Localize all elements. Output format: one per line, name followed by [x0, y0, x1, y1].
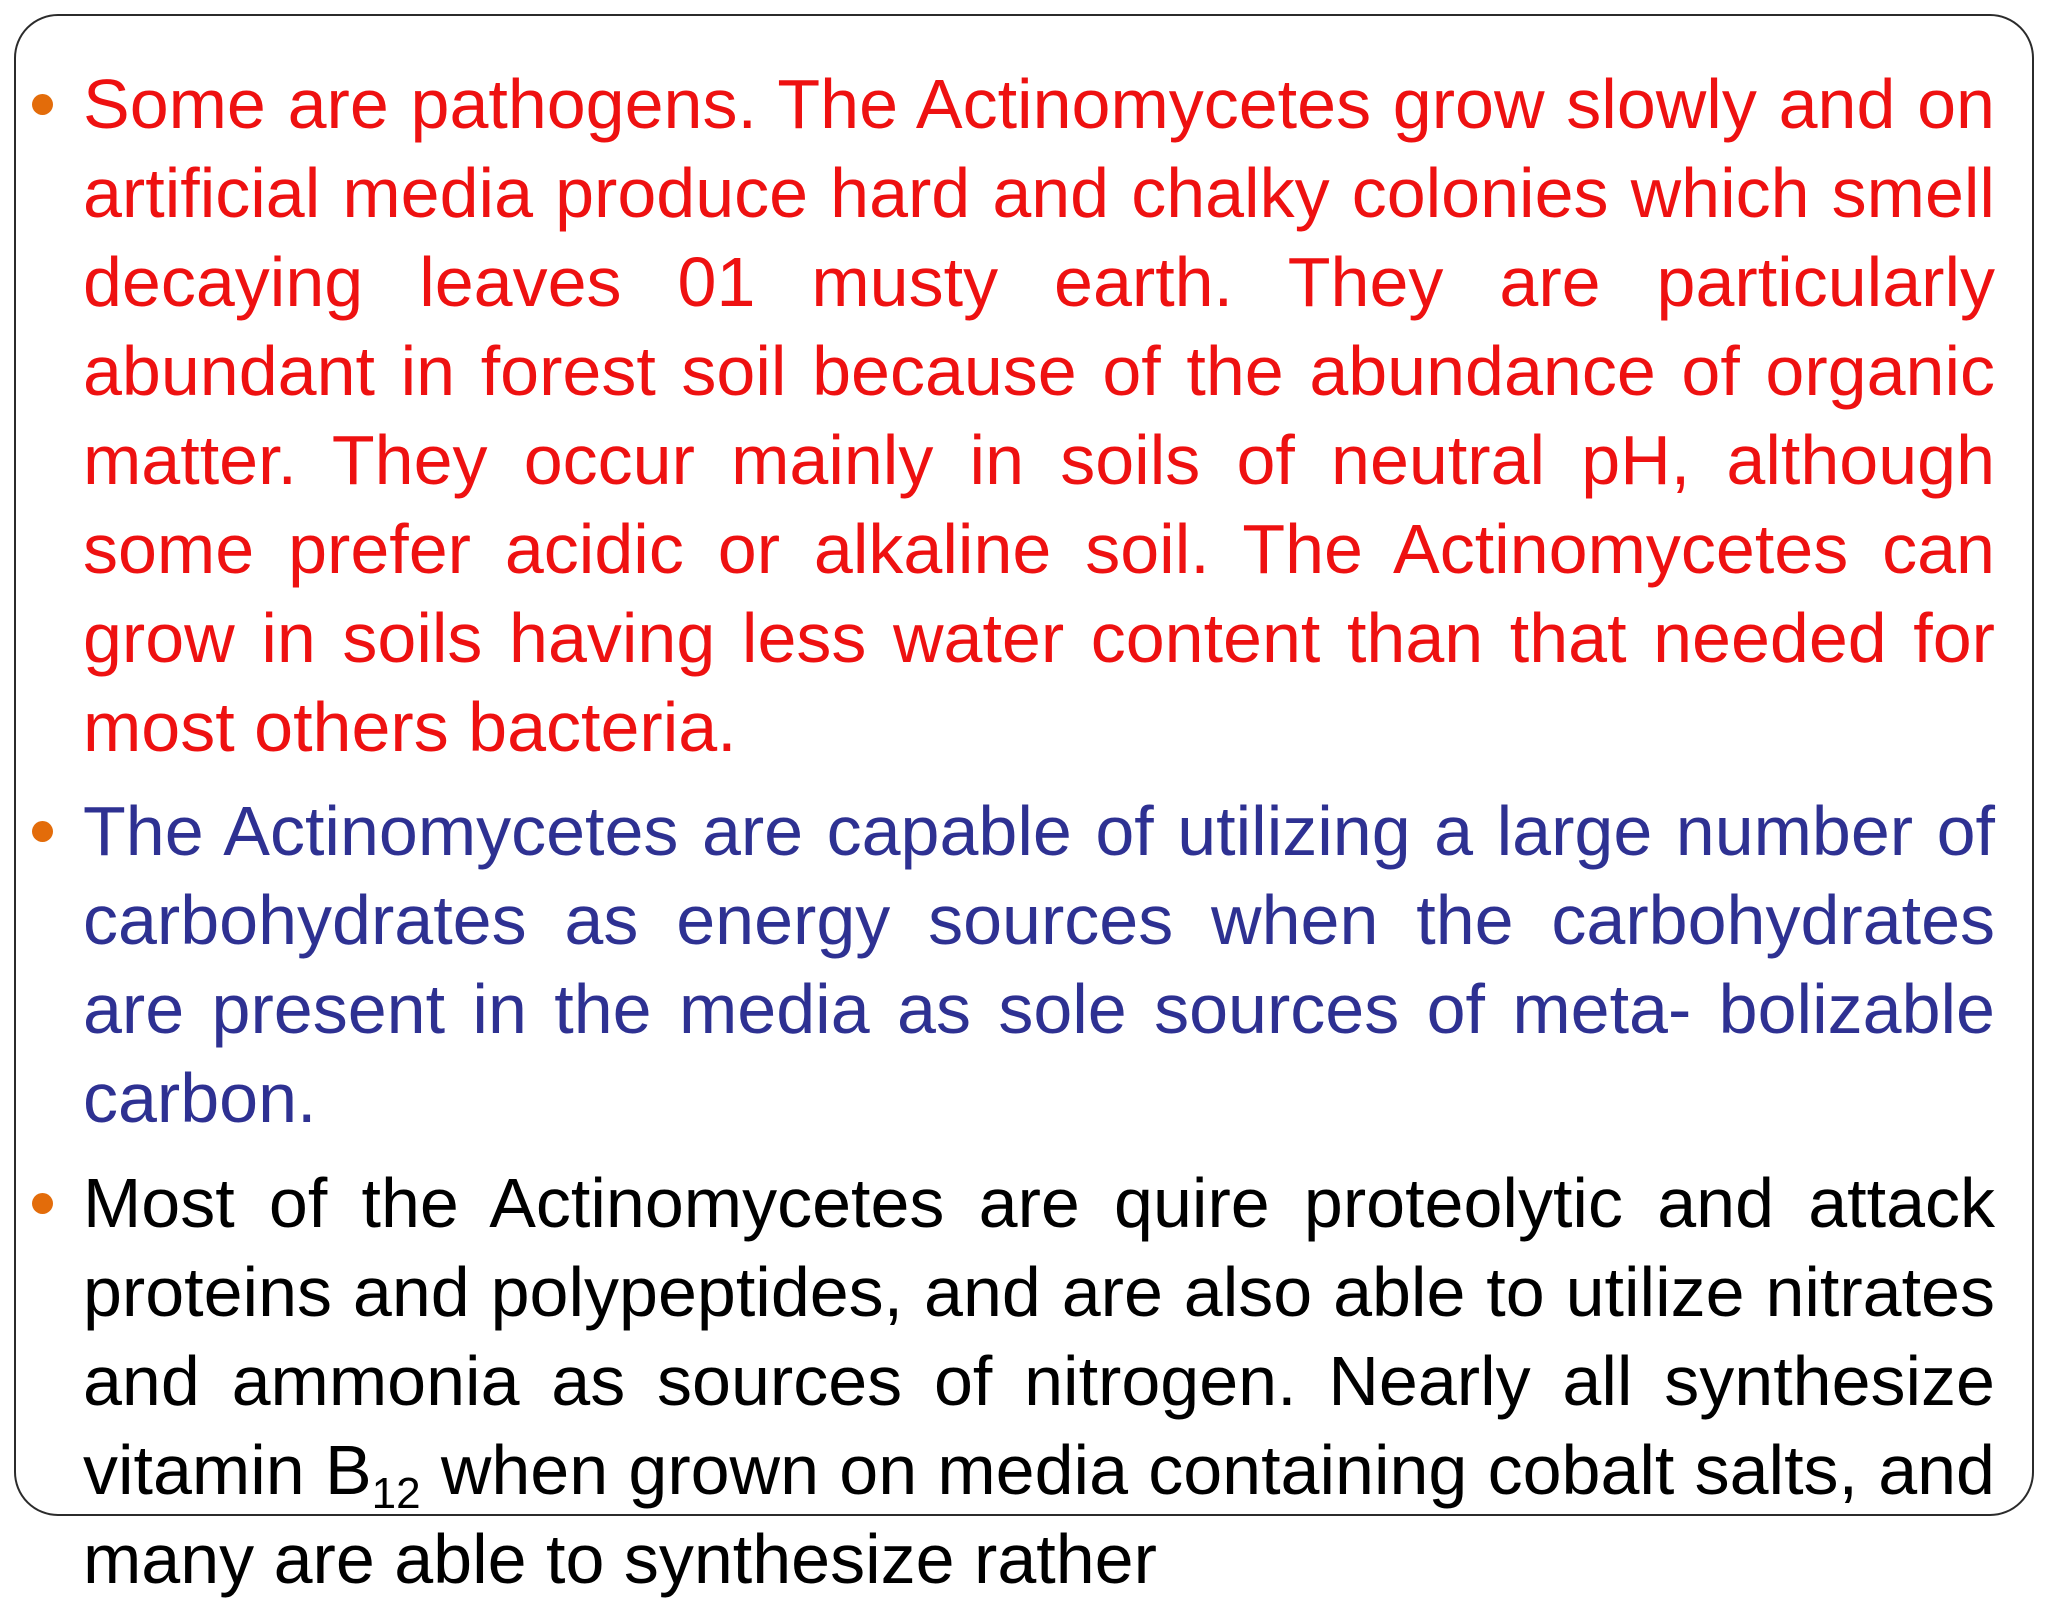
slide-frame: [14, 14, 2034, 1598]
vitamin-subscript: 12: [371, 1469, 421, 1518]
bullet-text-3-end: when grown on media containing cobalt salts, and many are able to synthesize rather: [83, 1431, 1995, 1598]
bullet-dot-icon: [32, 1193, 53, 1214]
bullet-dot-icon: [32, 821, 53, 842]
bullet-text-1: Some are pathogens. The Actinomycetes grow slowly and on artificial media produce hard and chalky colonies which smell decaying leaves 01 musty earth. They are particularly abundant in forest soil because of the abundance of organic matter. They occur mainly in soils of neutral pH, although some prefer acidic or alkaline soil. The Actinomycetes can grow in soils having less water content than that needed for most others bacteria.: [83, 65, 1995, 766]
bullet-dot-icon: [32, 94, 53, 115]
bullet-text-3: [83, 1159, 1995, 1604]
bullet-text-2: The Actinomycetes are capable of utilizing a large number of carbohydrates as energy sources when the carbohydrates are present in the media as sole sources of meta- bolizable carbon.: [83, 792, 1995, 1137]
slide-content: [16, 16, 2032, 1598]
bullet-text-3-start: Most of the Actinomycetes are quire proteolytic and attack proteins and polypeptides, and are also able to utilize nitrates and ammonia as sources of nitrogen. Nearly all synthesize vitamin B: [83, 1164, 1995, 1509]
